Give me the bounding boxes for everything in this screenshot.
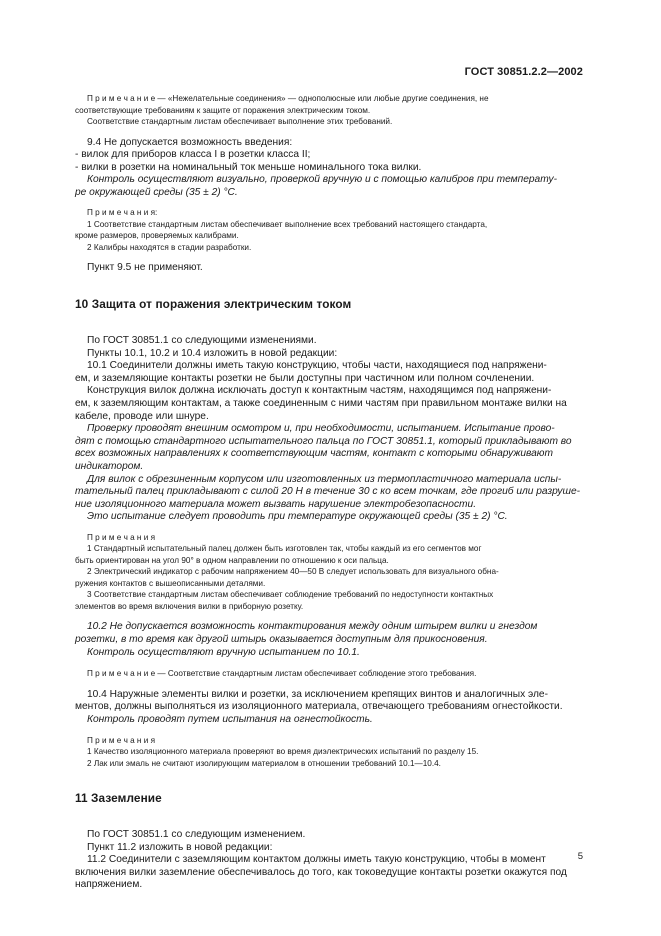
note-10-2: П р и м е ч а н и е — Соответствие стандартным листам обеспечивает соблюдение этого требования. xyxy=(87,669,477,679)
section-10-heading: 10 Защита от поражения электрическим током xyxy=(75,297,352,312)
note-label: П р и м е ч а н и е xyxy=(87,669,156,679)
notes-label: П р и м е ч а н и я: xyxy=(87,208,158,218)
note-line: Соответствие стандартным листам обеспечивает выполнение этих требований. xyxy=(87,117,393,126)
notes-10-1: П р и м е ч а н и я 1 Стандартный испытательный палец должен быть изготовлен так, чтобы каждый из его сегментов мог быть ориентирован на угол 90° в одном направлении по отношению к оси пальца. 2 Электрический индикатор с рабочим напряжением 40—50 В следует использовать для визуального обна- ружения контактов с вышеописанными деталями. 3 Соответствие стандартным листам обеспечивает соблюдение требований по недоступности контактных элементов во время включения вилки в приборную розетку. xyxy=(75,532,583,613)
note-line: соответствующие требованиям к защите от поражения электрическим током. xyxy=(75,105,371,115)
page-number: 5 xyxy=(577,851,583,862)
section-11-heading: 11 Заземление xyxy=(75,791,162,806)
section-10-body: По ГОСТ 30851.1 со следующими изменениями. Пункты 10.1, 10.2 и 10.4 изложить в новой редакции: 10.1 Соединители должны иметь такую конструкцию, чтобы части, находящиеся под напряжени- ем, и заземляющие контакты розетки не были доступны при частичном или полном сочленении. Конструкция вилок должна исключать доступ к контактным частям, находящимся под напряжени- ем, к заземляющим контактам, а также соединенным с ними частям при правильном монтаже вилки на кабеле, проводе или шнуре. Проверку проводят внешним осмотром и, при необходимости, испытанием. Испытание прово- дят с помощью стандартного испытательного пальца по ГОСТ 30851.1, который прикладывают во всех возможных направлениях к соответствующим частям, контакт с которыми обнаруживают индикатором. Для вилок с обрезиненным корпусом или изготовленных из термопластичного материала испы- тательный палец прикладывают с силой 20 Н в течение 30 с ко всем точкам, где прогиб или разруше- ние изоляционного материала может вызвать нарушение электробезопасности. Это испытание следует проводить при температуре окружающей среды (35 ± 2) °С. xyxy=(75,335,581,523)
notes-9-4: П р и м е ч а н и я: 1 Соответствие стандартным листам обеспечивает выполнение всех требований настоящего стандарта, кроме размеров, проверяемых калибрами. 2 Калибры находятся в стадии разработки. xyxy=(75,207,583,253)
note-label: П р и м е ч а н и е xyxy=(87,94,156,103)
note-intro xyxy=(75,93,583,128)
note-line: П р и м е ч а н и е — «Нежелательные соединения» — однополюсные или любые другие соединения, не xyxy=(87,94,489,103)
clause-10-2: 10.2 Не допускается возможность контактирования между одним штырем вилки и гнездом розетки, в то время как другой штырь оказывается доступным для прикосновения. Контроль осуществляют вручную испытанием по 10.1. xyxy=(75,621,538,658)
clause-9-5: Пункт 9.5 не применяют. xyxy=(87,262,203,274)
clause-9-4: 9.4 Не допускается возможность введения: - вилок для приборов класса I в розетки класса II; - вилки в розетки на номинальный ток меньше номинального тока вилки. Контроль осуществляют визуально, проверкой вручную и с помощью калибров при температу- ре окружающей среды (35 ± 2) °С. xyxy=(75,136,557,198)
section-11-body: По ГОСТ 30851.1 со следующим изменением. Пункт 11.2 изложить в новой редакции: 11.2 Соединители с заземляющим контактом должны иметь такую конструкцию, чтобы в момент включения вилки заземление обеспечивалось до того, как токоведущие контакты розетки окажутся под напряжением. xyxy=(75,829,567,891)
document-header: ГОСТ 30851.2.2—2002 xyxy=(464,66,583,78)
notes-label: П р и м е ч а н и я xyxy=(87,532,156,542)
notes-10-4: П р и м е ч а н и я 1 Качество изоляционного материала проверяют во время диэлектрических испытаний по разделу 15. 2 Лак или эмаль не считают изолирующим материалом в отношении требований 10.1—10.4. xyxy=(75,735,583,770)
notes-label: П р и м е ч а н и я xyxy=(87,735,156,745)
clause-10-4: 10.4 Наружные элементы вилки и розетки, за исключением крепящих винтов и аналогичных эле- ментов, должны выполняться из изоляционного материала, отвечающего требованиям огнестойкости. Контроль проводят путем испытания на огнестойкость. xyxy=(75,688,563,725)
page-content xyxy=(75,93,583,892)
